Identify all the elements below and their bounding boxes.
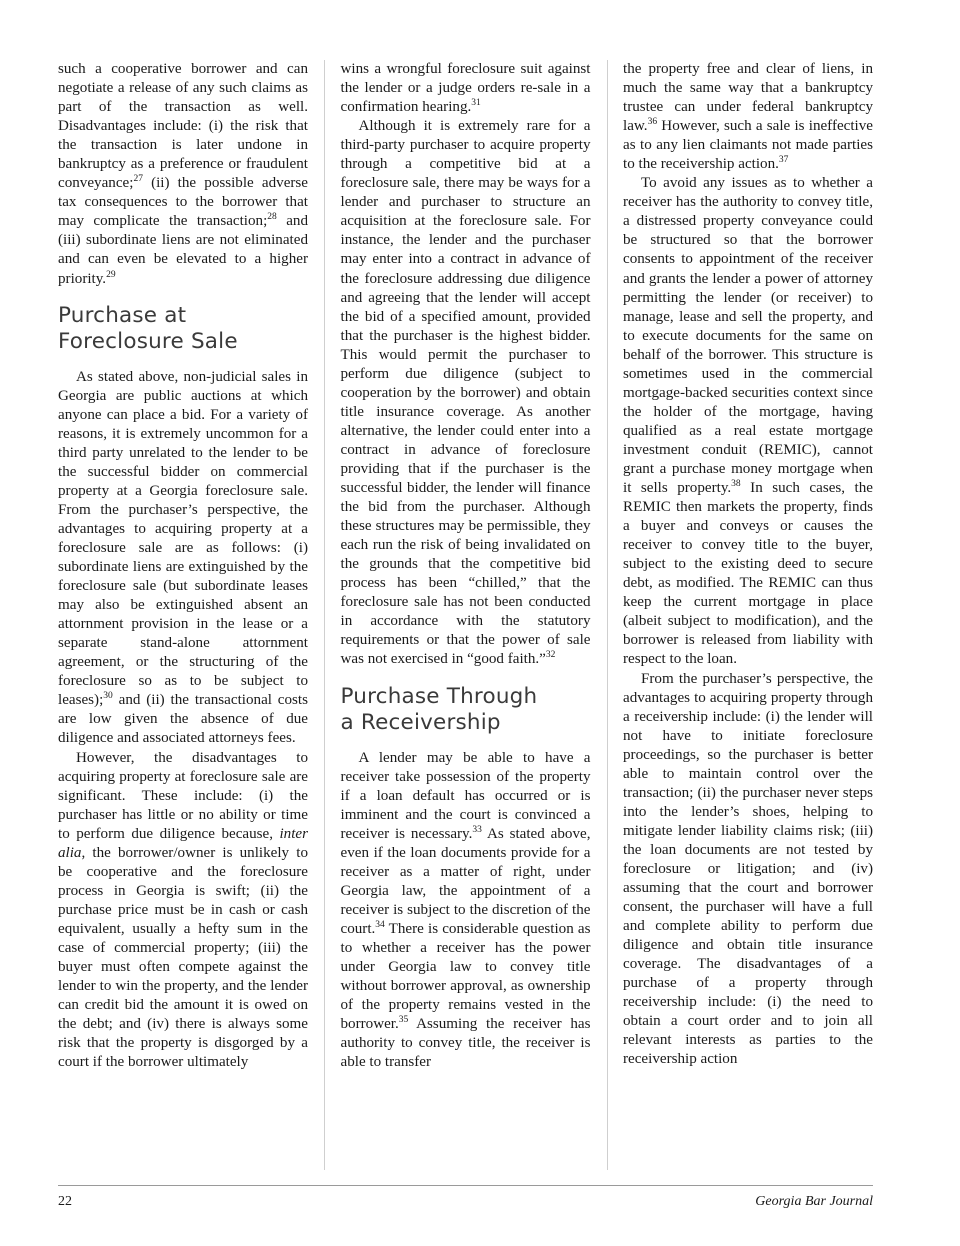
footnote-ref: 36 <box>647 117 658 128</box>
paragraph <box>623 670 873 1070</box>
paragraph <box>623 60 873 174</box>
text-run: and (ii) the transactional costs are low given the absence of due diligence and associated attorneys fees. <box>58 692 308 747</box>
publication-name: Georgia Bar Journal <box>755 1194 873 1209</box>
footnote-ref: 28 <box>267 212 277 223</box>
column-2 <box>341 60 591 1170</box>
footnote-ref: 31 <box>471 98 481 109</box>
text-run: Assuming the receiver has authority to convey title, the receiver is able to transfer <box>340 1016 591 1071</box>
text-run: and (iii) subordinate liens are not eliminated and can even be elevated to a higher priority. <box>58 213 309 287</box>
text-run: To avoid any issues as to whether a receiver has the authority to convey title, a distressed property conveyance could be structured so that the borrower consents to appointment of the receiver and grants the lender a power of attorney permitting the lender (or receiver) to manage, lease and sell the property, and to execute documents for the same on behalf of the borrower. This structure is sometimes used in the commercial mortgage-backed securities context since the holder of the mortgage, having qualified as a real estate mortgage investment conduit (REMIC), cannot grant a purchase money mortgage when it sells property. <box>623 175 873 497</box>
paragraph <box>623 174 873 669</box>
text-run: From the purchaser’s perspective, the advantages to acquiring property through a receivership include: (i) the lender will not have to initiate foreclosure proceedings, so the purchaser is better able to maintain control over the transaction; (ii) the purchaser never steps into the lender’s shoes, helping to mitigate lender liability claims risk; (iii) the loan documents are not tested by foreclosure or litigation; and (iv) assuming that the court and borrower consent, the purchaser will have a full and complete ability to perform due diligence and obtain title insurance coverage. The disadvantages of a purchase of a property through receivership include: (i) the need to obtain a court order and to join all relevant interests as parties to the receivership action <box>623 670 873 1068</box>
paragraph <box>341 749 591 1073</box>
text-run: As stated above, non-judicial sales in Georgia are public auctions at which anyone can place a bid. For a variety of reasons, it is extremely uncommon for a third party unrelated to the lender to be the successful bidder on commercial property at a Georgia foreclosure sale. From the purchaser’s perspective, the advantages to acquiring property at a foreclosure sale are as follows: (i) subordinate liens are extinguished by the foreclosure sale (but subordinate leases may also be extinguished absent an attornment provision in the lease or a separate stand-alone attornment agreement, or the structuring of the foreclosure so as to be subject to leases); <box>58 368 308 709</box>
text-run: Although it is extremely rare for a third-party purchaser to acquire property through a competitive bid at a foreclosure sale, there may be ways for a lender and purchaser to structure an acquisition at the foreclosure sale. For instance, the lender and the purchaser may enter into a contract in advance of the foreclosure addressing due diligence and agreeing that the lender will accept the bid of a specified amount, provided that the purchaser is the highest bidder. This would permit the purchaser to perform due diligence (subject to cooperation by the borrower) and obtain title insurance coverage. As another alternative, the lender could enter into a contract in advance of foreclosure providing that if the purchaser is the successful bidder, the lender will finance the bid from the purchaser. Although these structures may be permissible, they each run the risk of being invalidated on the grounds that the competitive bid process has been “chilled,” that the foreclosure sale has not been conducted in accordance with the statutory requirements or that the power of sale was not exercised in “good faith.” <box>340 118 591 668</box>
text-run: In such cases, the REMIC then markets the property, finds a buyer and conveys or causes the receiver to convey title to the buyer, subject to the existing deed to secure debt, as modified. The REMIC can thus keep the current mortgage in place (albeit subject to modification), and the borrower is released from liability with respect to the loan. <box>623 480 873 668</box>
footer-rule <box>58 1185 873 1186</box>
page-number: 22 <box>58 1194 72 1209</box>
text-run: such a cooperative borrower and can negotiate a release of any such claims as part of the transaction as well. Disadvantages include: (i) the risk that the transaction is later undone in bankruptcy as a preference or fraudulent conveyance; <box>58 61 308 192</box>
paragraph <box>58 749 308 1073</box>
footnote-ref: 32 <box>545 650 556 661</box>
section-heading-line: Foreclosure Sale <box>58 328 238 354</box>
text-run: wins a wrongful foreclosure suit against the lender or a judge orders re-sale in a confirmation hearing. <box>340 61 591 116</box>
article-body <box>58 60 873 1170</box>
italic-text: inter alia <box>58 825 308 861</box>
footnote-ref: 37 <box>778 155 789 166</box>
text-run: A lender may be able to have a receiver take possession of the property if a loan default has occurred or is imminent and the court is convinced a receiver is necessary. <box>340 749 591 842</box>
text-run: the property free and clear of liens, in much the same way that a bankruptcy trustee can under federal bankruptcy law. <box>623 61 873 135</box>
text-run: There is considerable question as to whether a receiver has the power under Georgia law to convey title without borrower approval, as ownership of the property remains vested in the borrower. <box>340 920 591 1033</box>
section-heading-line: a Receivership <box>340 709 501 735</box>
text-run: However, such a sale is ineffective as to any lien claimants not made parties to the receivership action. <box>623 118 873 173</box>
section-heading <box>58 303 308 355</box>
paragraph <box>341 117 591 669</box>
footnote-ref: 34 <box>375 919 385 930</box>
footnote-ref: 35 <box>398 1015 409 1026</box>
footnote-ref: 38 <box>731 479 741 490</box>
section-heading <box>341 684 591 736</box>
paragraph <box>341 60 591 117</box>
footnote-ref: 29 <box>106 269 116 280</box>
text-run: , the borrower/owner is unlikely to be cooperative and the foreclosure process in Georgia is swift; (ii) the purchase price must be in cash or cash equivalent, usually a hefty sum in the case of commercial property; (iii) the buyer must often compete against the lender to win the property, and the lender can credit bid the amount it is owed on the debt; and (iv) there is always some risk that the property is disgorged by a court if the borrower ultimately <box>58 844 308 1071</box>
section-heading-line: Purchase at <box>58 302 187 328</box>
footnote-ref: 27 <box>133 174 143 185</box>
paragraph <box>58 60 308 289</box>
footnote-ref: 33 <box>472 824 482 835</box>
text-run: (ii) the possible adverse tax consequences to the borrower that may complicate the transaction; <box>58 175 308 230</box>
text-run: However, the disadvantages to acquiring property at foreclosure sale are significant. These include: (i) the purchaser has little or no ability or time to perform due diligence because, <box>58 749 308 842</box>
footnote-ref: 30 <box>103 691 113 702</box>
section-heading-line: Purchase Through <box>340 683 538 709</box>
column-3 <box>623 60 873 1170</box>
text-run: As stated above, even if the loan documents provide for a receiver as a matter of right, under Georgia law, the appointment of a receiver is subject to the discretion of the court. <box>340 825 591 937</box>
column-1 <box>58 60 308 1170</box>
paragraph <box>58 368 308 749</box>
